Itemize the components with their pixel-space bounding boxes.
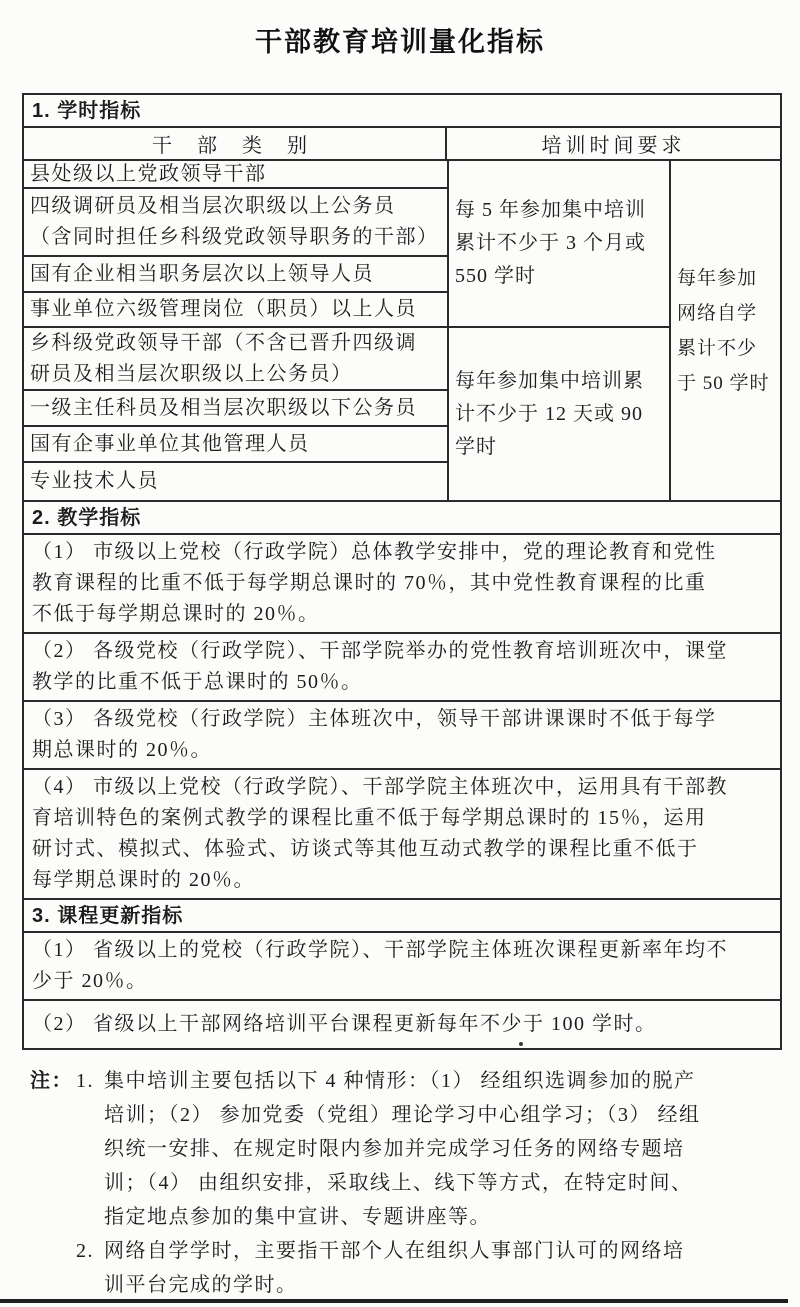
category-cell: 国有企业相当职务层次以上领导人员 (24, 257, 447, 293)
course-update-item: （1） 省级以上的党校（行政学院）、干部学院主体班次课程更新率年均不 少于 20％。 (24, 933, 780, 1001)
requirement-column-header: 培训时间要求 (541, 135, 686, 157)
note-number: 1. (76, 1070, 94, 1092)
requirement-group-cell: 每年参加集中培训累 计不少于 12 天或 90 学时 (447, 328, 669, 500)
category-cell: 国有企事业单位其他管理人员 (24, 427, 447, 463)
teaching-indicator-item: （3） 各级党校（行政学院）主体班次中，领导干部讲课课时不低于每学 期总课时的 20％。 (24, 702, 780, 770)
note-label: 注： (30, 1070, 73, 1092)
teaching-indicator-item: （4） 市级以上党校（行政学院）、干部学院主体班次中，运用具有干部教 育培训特色的案例式教学的课程比重不低于每学期总课时的 15％，运用 研讨式、模拟式、体验式、访谈式等其他互动式教学的课程比重不低于 每学期总课时的 20％。 (24, 770, 780, 900)
course-update-item: （2） 省级以上干部网络培训平台课程更新每年不少于 100 学时。 (32, 1013, 657, 1035)
quantification-table (22, 93, 782, 1050)
note-item (30, 1064, 790, 1234)
scan-dot-artifact (519, 1042, 523, 1046)
note-text: 网络自学学时，主要指干部个人在组织人事部门认可的网络培 训平台完成的学时。 (104, 1240, 685, 1296)
online-selfstudy-cell: 每年参加 网络自学 累计不少 于 50 学时 (669, 161, 780, 500)
bottom-scan-line (0, 1299, 788, 1303)
requirement-group-cell: 每 5 年参加集中培训 累计不少于 3 个月或 550 学时 (447, 161, 669, 328)
section1-header: 1. 学时指标 (24, 95, 780, 128)
notes (30, 1064, 790, 1302)
note-text: 集中培训主要包括以下 4 种情形：（1） 经组织选调参加的脱产 培训；（2） 参加党委（党组）理论学习中心组学习；（3） 经组 织统一安排、在规定时限内参加并完成学习任务的网络专题培 训；（4） 由组织安排，采取线上、线下等方式，在特定时间、 指定地点参加的集中宣讲、专题讲座等。 (104, 1070, 701, 1228)
section1-grid (24, 161, 780, 502)
category-cell: 事业单位六级管理岗位（职员）以上人员 (24, 293, 447, 328)
document-title: 干部教育培训量化指标 (255, 27, 545, 57)
category-cell: 专业技术人员 (30, 470, 159, 492)
section3-header: 3. 课程更新指标 (24, 900, 780, 933)
category-column-header: 干 部 类 别 (24, 128, 447, 159)
teaching-indicator-item: （2） 各级党校（行政学院）、干部学院举办的党性教育培训班次中，课堂 教学的比重不低于总课时的 50％。 (24, 634, 780, 702)
category-cell: 一级主任科员及相当层次职级以下公务员 (24, 391, 447, 427)
section2-header: 2. 教学指标 (24, 502, 780, 535)
teaching-indicator-item: （1） 市级以上党校（行政学院）总体教学安排中，党的理论教育和党性 教育课程的比重不低于每学期总课时的 70％，其中党性教育课程的比重 不低于每学期总课时的 20％。 (24, 535, 780, 634)
category-cell: 县处级以上党政领导干部 (24, 161, 447, 189)
note-item (30, 1234, 790, 1302)
column-header-row (24, 128, 780, 161)
category-cell: 乡科级党政领导干部（不含已晋升四级调 研员及相当层次职级以上公务员） (24, 328, 447, 391)
category-cell: 四级调研员及相当层次职级以上公务员 （含同时担任乡科级党政领导职务的干部） (24, 189, 447, 257)
note-number: 2. (76, 1240, 94, 1262)
